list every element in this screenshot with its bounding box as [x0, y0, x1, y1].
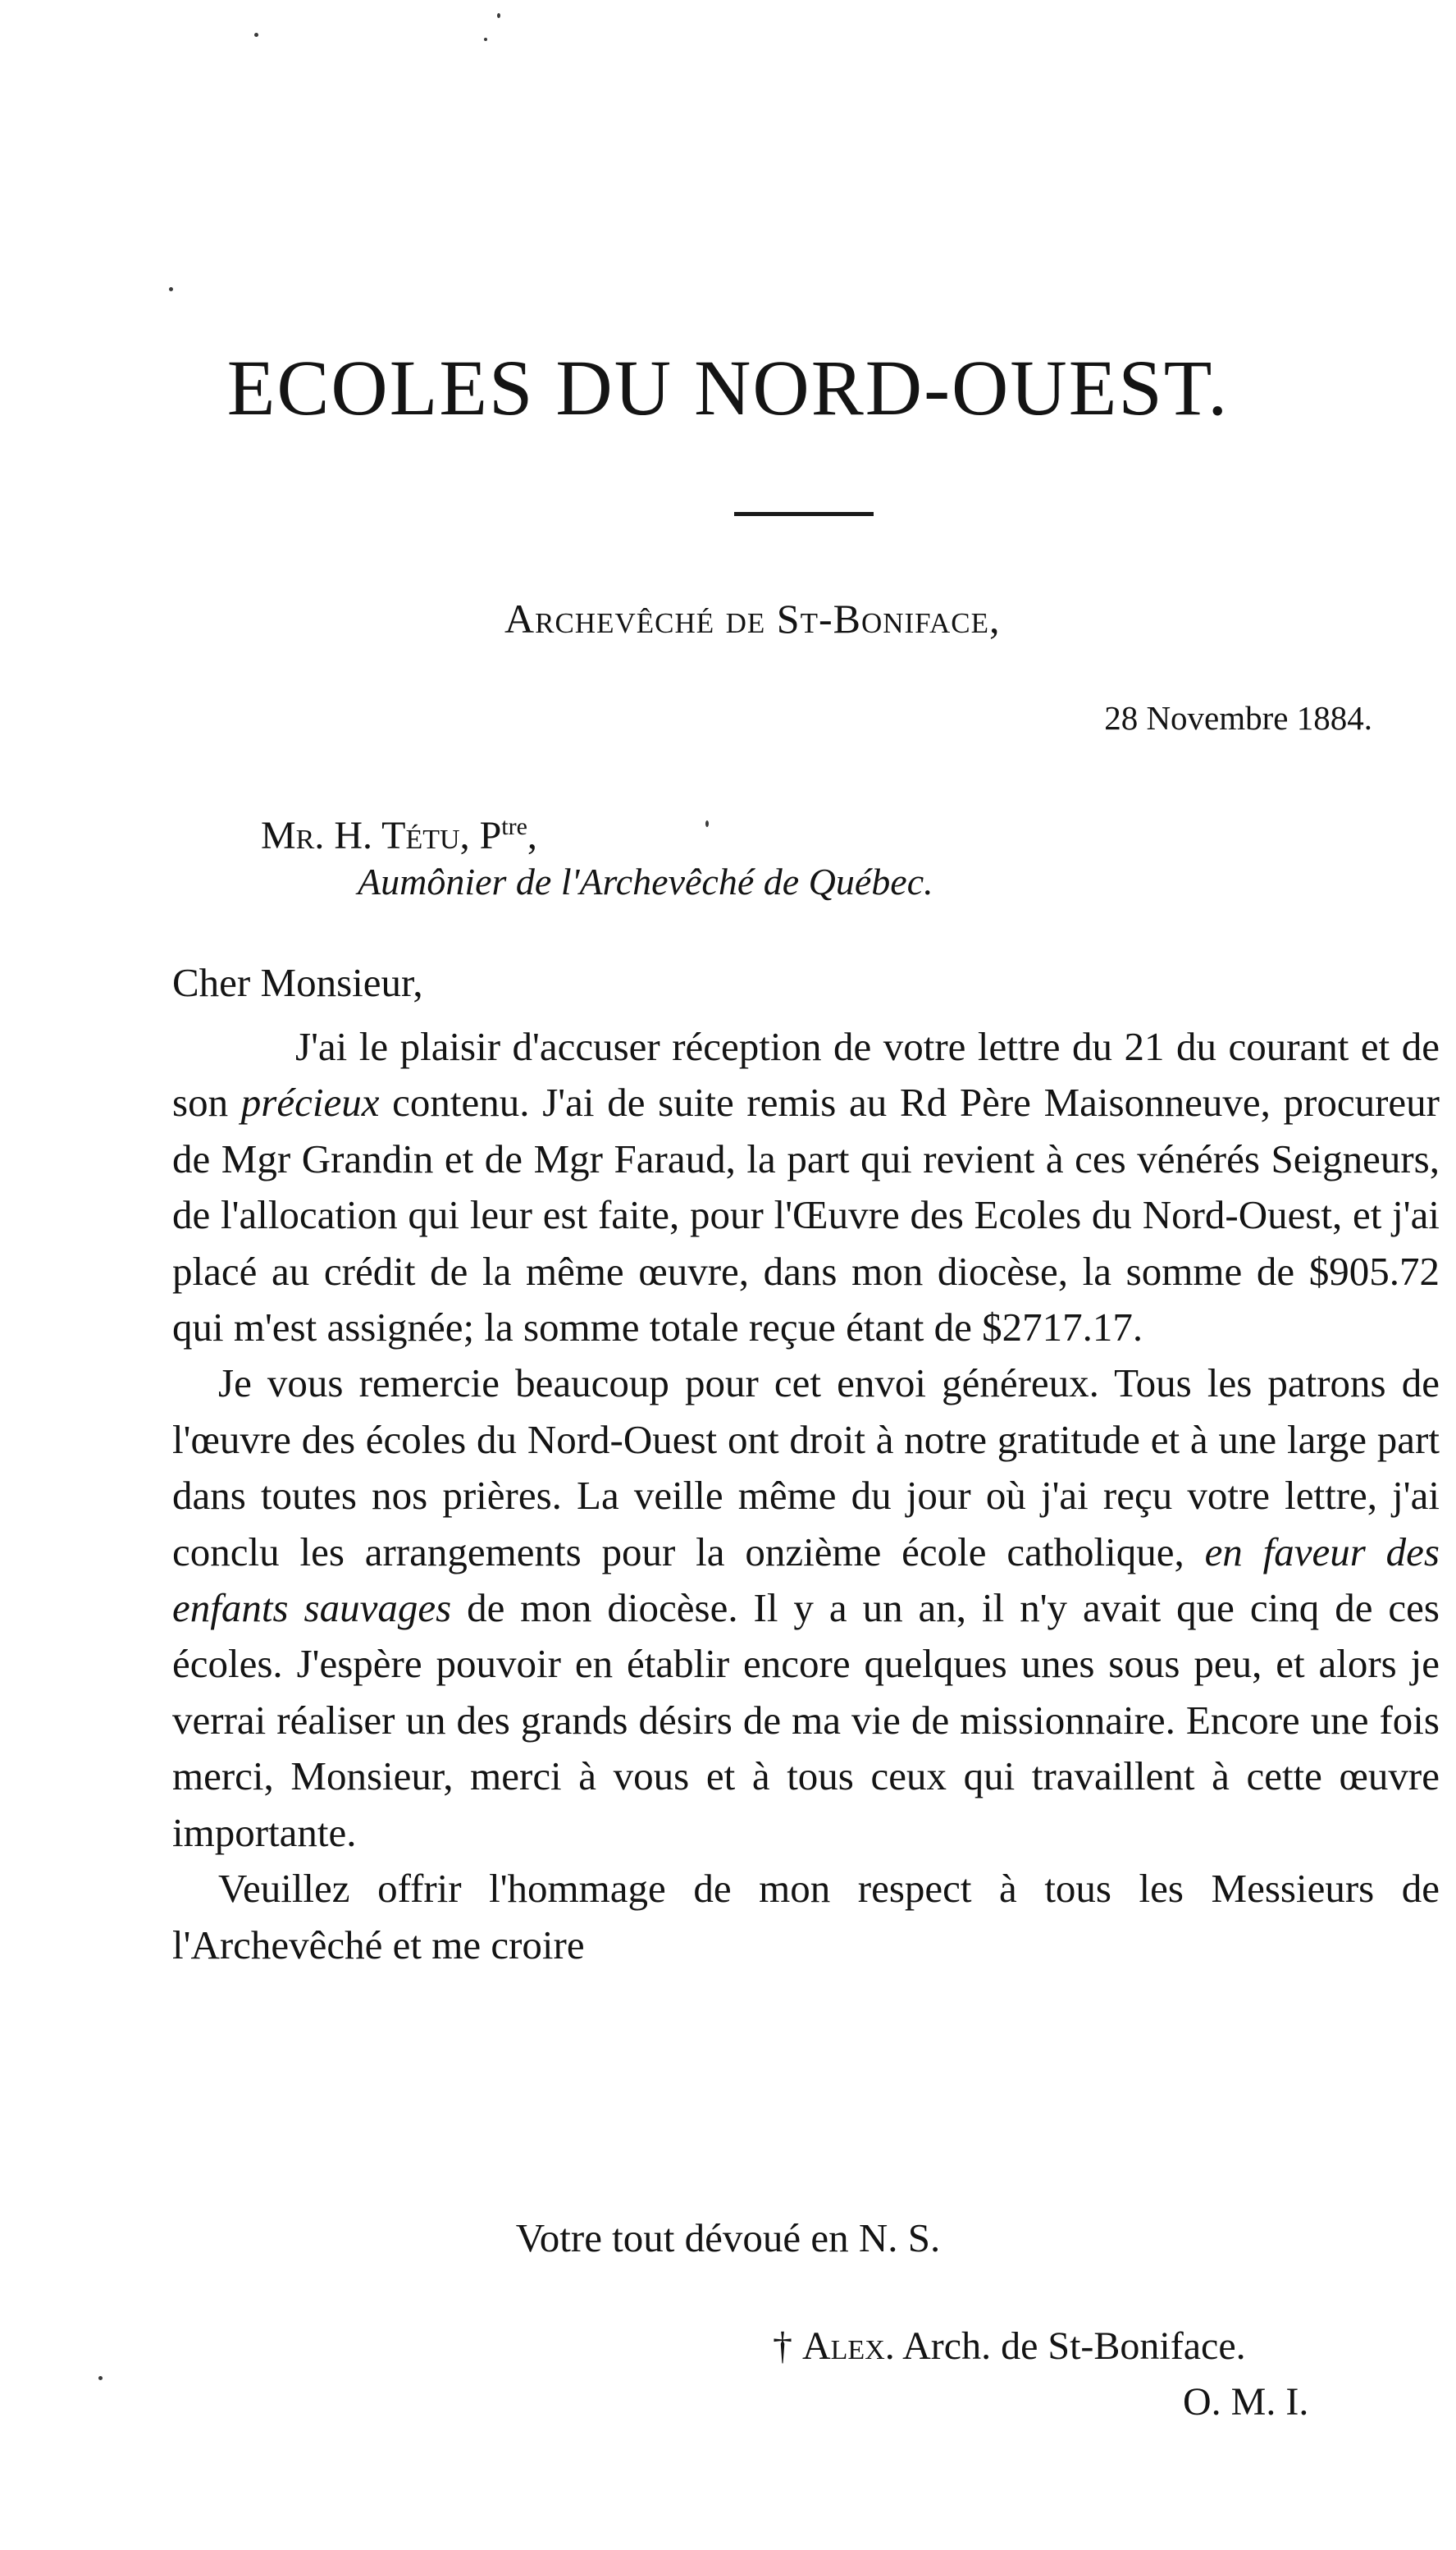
page-title: ECOLES DU NORD-OUEST. [226, 344, 1230, 432]
paragraph-2-text-a: Je vous remercie beaucoup pour cet envoi généreux. Tous les patrons de l'œuvre des écoles du Nord-Ouest ont droit à notre gratitude et à une large part dans toutes nos prières. La veille même du jour où j'ai reçu votre lettre, j'ai conclu les arrangements pour la onzième école catholique, [172, 1360, 1440, 1574]
addressee-name-line [261, 802, 537, 861]
paragraph-1-text-b: contenu. J'ai de suite remis au Rd Père Maisonneuve, procureur de Mgr Grandin et de Mgr Faraud, la part qui revient à ces vénérés Seigneurs, de l'allocation qui leur est faite, pour l'Œuvre des Ecoles du Nord-Ouest, et j'ai placé au crédit de la même œuvre, dans mon diocèse, la somme de $905.72 qui m'est assignée; la somme totale reçue étant de $2717.17. [172, 1080, 1440, 1350]
letter-date: 28 Novembre 1884. [1104, 699, 1372, 737]
scan-speck [705, 820, 709, 827]
paragraph-1-text-a: J'ai le plaisir d'accuser réception de votre lettre du 21 du courant et de son [172, 1024, 1440, 1126]
signature-order: O. M. I. [1183, 2380, 1309, 2424]
letter-body [172, 1019, 1440, 1973]
paragraph-3: Veuillez offrir l'hommage de mon respect à tous les Messieurs de l'Archevêché et me croire [172, 1866, 1440, 1967]
addressee-comma: , [527, 814, 537, 857]
signature-name: Alex. [802, 2324, 895, 2368]
scan-speck [98, 2376, 103, 2380]
paragraph-1 [172, 1019, 1440, 1355]
scan-speck [484, 38, 487, 41]
paragraph-2-text-b: de mon diocèse. Il y a un an, il n'y avait que cinq de ces écoles. J'espère pouvoir en établir encore quelques unes sous peu, et alors je verrai réaliser un des grands désirs de ma vie de missionnaire. Encore une fois merci, Monsieur, merci à vous et à tous ceux qui travaillent à cette œuvre importante. [172, 1585, 1440, 1855]
closing-line: Votre tout dévoué en N. S. [515, 2215, 941, 2260]
salutation: Cher Monsieur, [172, 960, 423, 1005]
paragraph-1-emphasis: précieux [240, 1080, 380, 1126]
scan-speck [254, 33, 258, 37]
title-rule [734, 512, 874, 516]
signature-title: Arch. de St-Boniface. [894, 2324, 1246, 2368]
signature-cross: † [773, 2324, 802, 2368]
addressee-suffix: tre [501, 813, 527, 840]
signature-line [773, 2322, 1246, 2371]
addressee-role: Aumônier de l'Archevêché de Québec. [358, 861, 933, 903]
letter-place: Archevêché de St-Boniface, [504, 596, 1001, 642]
scan-speck [497, 13, 500, 18]
paragraph-2-emphasis: en faveur des enfants sauvages [172, 1529, 1440, 1631]
scan-speck [169, 287, 173, 291]
addressee-name: Mr. H. Tétu, P [261, 814, 502, 857]
paragraph-2 [172, 1355, 1440, 1861]
